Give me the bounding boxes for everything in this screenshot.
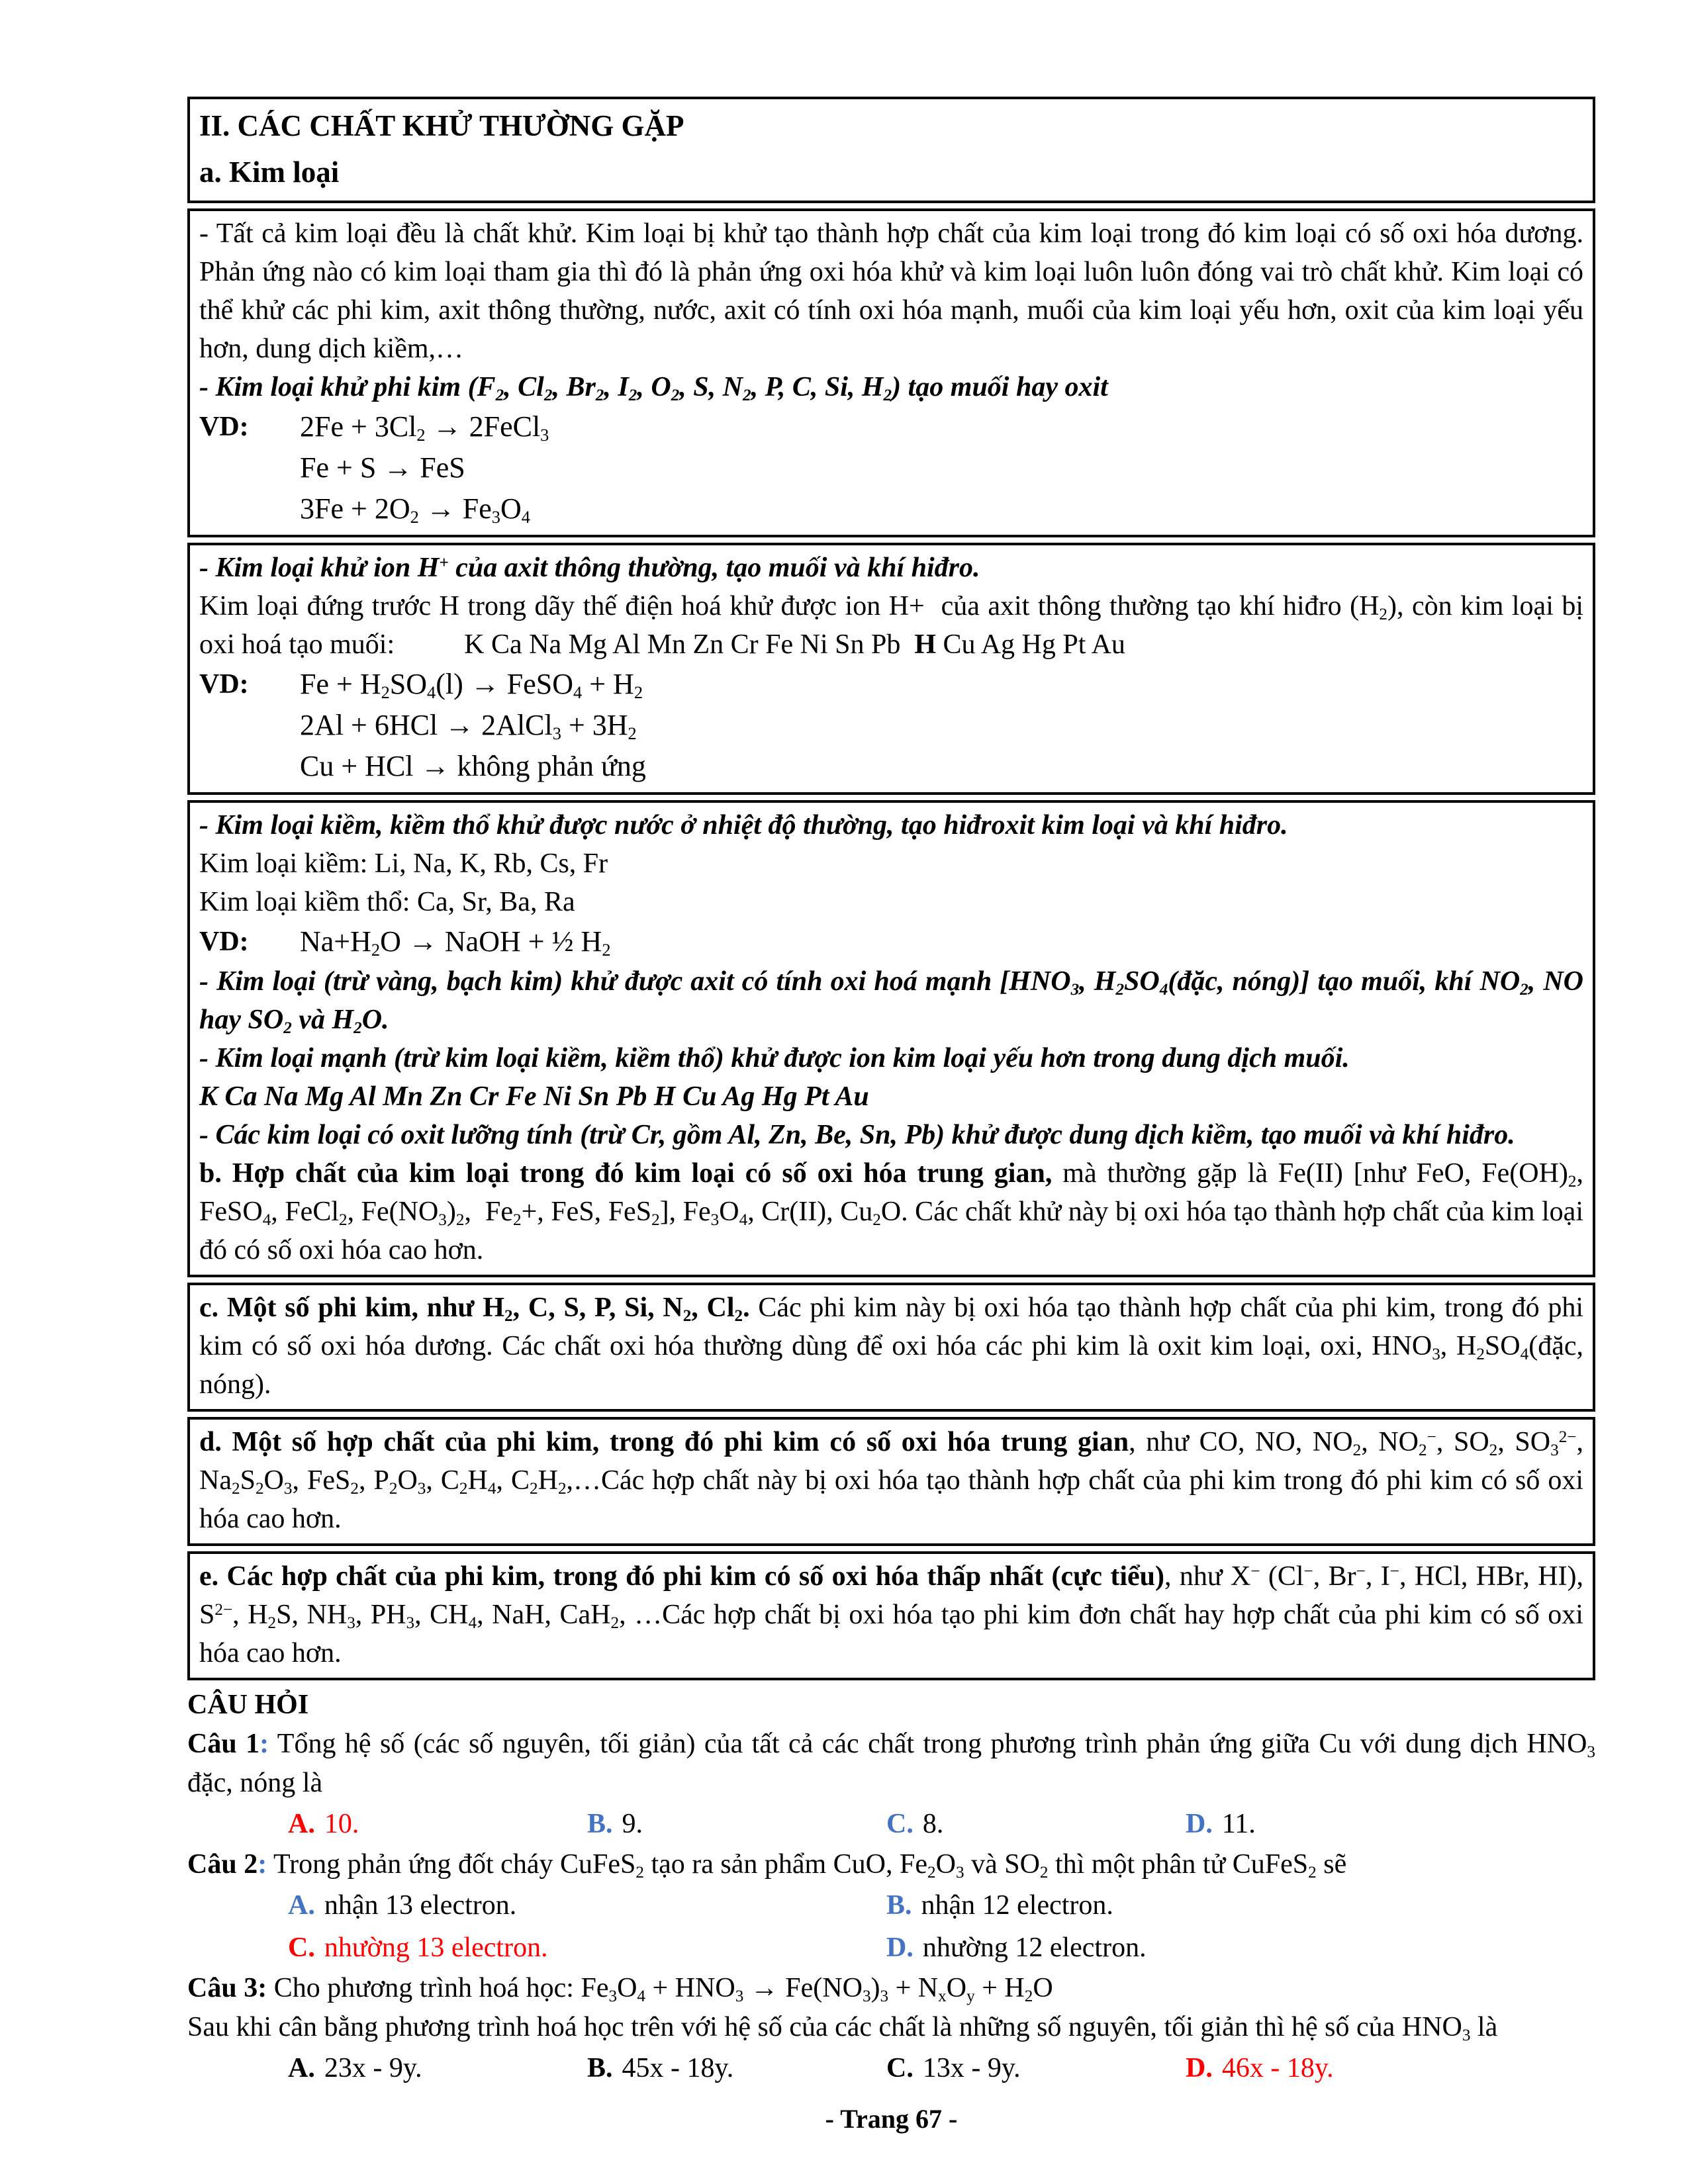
q2-options <box>288 1884 1595 1969</box>
alkali-metal-box <box>187 800 1595 1277</box>
option-letter: D. <box>1186 1809 1213 1839</box>
metal-reducer-box <box>187 208 1595 537</box>
option-letter: C. <box>886 1809 914 1839</box>
q1-options <box>288 1803 1595 1845</box>
equation: $Fe + H_2SO_4(l)$ → FeSO$_4$ + $H_2$ <box>300 668 643 703</box>
question-2 <box>187 1845 1595 1884</box>
option-letter: C. <box>886 2053 914 2083</box>
lowest-oxidation-box <box>187 1551 1595 1680</box>
strong-acid-rule: - Kim loại (trừ vàng, bạch kim) khử được axit có tính oxi hoá mạnh [$HNO_3$, $H_2SO_4(đặc$, nóng)] tạo muối, khí $NO_2$, NO hay $SO_2$ và $H_2O$. <box>199 966 1583 1038</box>
alkali-metal-list: Kim loại kiềm: Li, Na, K, Rb, Cs, Fr <box>199 848 608 879</box>
equation: $3Fe + 2O_2 \to Fe_3O_4$ <box>300 492 530 527</box>
q3-text: Cho phương trình hoá học: $Fe_3O_4 + HNO_3 \to Fe(NO_3)_3 + N_xO_y + H_2O$ <box>267 1973 1053 2006</box>
section-subtitle: a. Kim loại <box>199 156 340 189</box>
q3-label: Câu 3 <box>187 1973 258 2003</box>
example-row <box>199 406 1583 447</box>
page-number: - Trang 67 - <box>825 2104 958 2134</box>
q1-label: Câu 1 <box>187 1729 260 1759</box>
option-value: 23x - 9y. <box>324 2053 422 2083</box>
q2-option-d <box>886 1927 1595 1969</box>
q1-option-b <box>587 1803 886 1845</box>
option-letter: A. <box>288 1809 315 1839</box>
option-value: nhường 12 electron. <box>922 1933 1147 1963</box>
vd-label: VD: <box>199 412 249 442</box>
section-title: II. CÁC CHẤT KHỬ THƯỜNG GẶP <box>199 109 684 142</box>
q3-option-b <box>587 2047 886 2089</box>
amphoteric-oxide-rule: - Các kim loại có oxit lưỡng tính (trừ Cr, gồm Al, Zn, Be, Sn, Pb) khử được dung dịch kiềm, tạo muối và khí hiđro. <box>199 1120 1515 1150</box>
q1-text: Tổng hệ số (các số nguyên, tối giản) của tất cả các chất trong phương trình phản ứng giữa Cu với dung dịch $HNO_3$ đặc, nóng là <box>187 1729 1595 1798</box>
questions-heading: CÂU HỎI <box>187 1690 309 1720</box>
section-b-paragraph: b. Hợp chất của kim loại trong đó kim loại có số oxi hóa trung gian, mà thường gặp là Fe(II) [như FeO, $Fe(OH)_2$, FeSO$_4$, FeCl$_2$, $Fe(NO_3)_2$, $Fe_2+$, FeS, FeS$_2$], $Fe_3O_4$, Cr(II), $Cu_2O$. Các chất khử này bị oxi hóa tạo thành hợp chất của kim loại đó có số oxi hóa cao hơn. <box>199 1158 1583 1265</box>
alkali-rule: - Kim loại kiềm, kiềm thổ khử được nước ở nhiệt độ thường, tạo hiđroxit kim loại và khí hiđro. <box>199 810 1288 841</box>
option-letter: B. <box>587 1809 613 1839</box>
vd-label: VD: <box>199 927 249 957</box>
option-value: 13x - 9y. <box>922 2053 1021 2083</box>
q3-colon: : <box>258 1973 267 2003</box>
equation: Cu + HCl → không phản ứng <box>300 750 646 782</box>
option-value: 9. <box>622 1809 643 1839</box>
metal-activity-series: K Ca Na Mg Al Mn Zn Cr Fe Ni Sn Pb H Cu Ag Hg Pt Au <box>199 1081 869 1112</box>
alkaline-earth-list: Kim loại kiềm thổ: Ca, Sr, Ba, Ra <box>199 887 575 917</box>
q2-option-a <box>288 1884 886 1927</box>
nonmetal-compound-box <box>187 1417 1595 1546</box>
acid-rule: - Kim loại khử ion H+ của axit thông thường, tạo muối và khí hiđro. <box>199 553 980 583</box>
option-value: 11. <box>1221 1809 1256 1839</box>
acid-paragraph: Kim loại đứng trước H trong dãy thế điện hoá khử được ion H+ của axit thông thường tạo khí hiđro $(H_2)$, còn kim loại bị oxi hoá tạo muối: K Ca Na Mg Al Mn Zn Cr Fe Ni Sn Pb H Cu Ag Hg Pt Au <box>199 591 1583 660</box>
q3-options <box>288 2047 1595 2089</box>
metal-paragraph: - Tất cả kim loại đều là chất khử. Kim loại bị khử tạo thành hợp chất của kim loại trong đó kim loại có số oxi hóa dương. Phản ứng nào có kim loại tham gia thì đó là phản ứng oxi hóa khử và kim loại luôn luôn đóng vai trò chất khử. Kim loại có thể khử các phi kim, axit thông thường, nước, axit có tính oxi hóa mạnh, muối của kim loại yếu hơn, oxit của kim loại yếu hơn, dung dịch kiềm,… <box>199 218 1583 364</box>
q3-option-a <box>288 2047 587 2089</box>
option-letter: B. <box>587 2053 613 2083</box>
option-value: 8. <box>922 1809 944 1839</box>
option-value: nhận 13 electron. <box>324 1890 517 1921</box>
q3-option-d <box>1186 2047 1595 2089</box>
section-d-paragraph: d. Một số hợp chất của phi kim, trong đó phi kim có số oxi hóa trung gian, như CO, NO, $NO_2$, $NO_2^-$, $SO_2$, $SO_3^{2-}$, $Na_2S_2O_3$, FeS$_2$, $P_2O_3$, $C_2H_4$, $C_2H_2,\dots Các$ hợp chất này bị oxi hóa tạo thành hợp chất của phi kim trong đó phi kim có số oxi hóa cao hơn. <box>199 1427 1584 1534</box>
option-value: nhận 12 electron. <box>921 1890 1113 1921</box>
option-letter: B. <box>886 1890 912 1921</box>
option-letter: C. <box>288 1933 315 1963</box>
option-value: 10. <box>324 1809 359 1839</box>
section-c-paragraph: c. Một số phi kim, như $H_2$, C, S, P, Si, $N_2$, $Cl_2$. Các phi kim này bị oxi hóa tạo thành hợp chất của phi kim, trong đó phi kim có số oxi hóa dương. Các chất oxi hóa thường dùng để oxi hóa các phi kim là oxit kim loại, oxi, $HNO_3$, $H_2SO_4(đặc$, nóng). <box>199 1293 1584 1400</box>
q1-option-d <box>1186 1803 1595 1845</box>
vd-label: VD: <box>199 669 249 700</box>
option-value: nhường 13 electron. <box>324 1933 548 1963</box>
q2-option-c <box>288 1927 886 1969</box>
q3-option-c <box>886 2047 1186 2089</box>
questions-section <box>187 1686 1595 2089</box>
q2-label: Câu 2 <box>187 1849 258 1880</box>
metal-nonmetal-rule: - Kim loại khử phi kim ($F_2$, $Cl_2$, $Br_2$, $I_2$, $O_2$, S, $N_2$, P, C, Si, $H_2$) tạo muối hay oxit <box>199 372 1108 405</box>
example-row <box>199 921 1583 962</box>
option-letter: A. <box>288 1890 315 1921</box>
q2-text: Trong phản ứng đốt cháy CuFeS$_2$ tạo ra sản phẩm CuO, $Fe_2O_3$ và $SO_2$ thì một phân tử CuFeS$_2$ sẽ <box>267 1849 1347 1882</box>
acid-reduction-box <box>187 543 1595 795</box>
question-3 <box>187 1969 1595 2008</box>
q1-colon: : <box>259 1729 269 1759</box>
option-letter: A. <box>288 2053 315 2083</box>
option-value: 45x - 18y. <box>622 2053 734 2083</box>
question-1 <box>187 1725 1595 1803</box>
equation: Fe + S → FeS <box>300 451 465 484</box>
example-row <box>199 664 1583 705</box>
q2-option-b <box>886 1884 1595 1927</box>
equation: $2Fe + 3Cl_2$ → 2FeCl$_3$ <box>300 410 549 445</box>
nonmetal-box <box>187 1283 1595 1412</box>
option-letter: D. <box>886 1933 914 1963</box>
equation: 2Al + 6HCl → 2AlCl$_3$ + $3H_2$ <box>300 709 637 744</box>
q1-option-c <box>886 1803 1186 1845</box>
section-e-paragraph: e. Các hợp chất của phi kim, trong đó phi kim có số oxi hóa thấp nhất (cực tiểu), như X− (Cl−, Br−, I−, HCl, HBr, HI), $S^{2-}$, $H_2S$, $NH_3$, $PH_3$, $CH_4$, NaH, CaH$_2$, …Các hợp chất bị oxi hóa tạo phi kim đơn chất hay hợp chất của phi kim có số oxi hóa cao hơn. <box>199 1561 1584 1668</box>
option-letter: D. <box>1186 2053 1213 2083</box>
q2-colon: : <box>258 1849 267 1880</box>
equation: $Na+H_2O$ → NaOH + ½ $H_2$ <box>300 925 611 960</box>
option-value: 46x - 18y. <box>1221 2053 1334 2083</box>
q3-followup: Sau khi cân bằng phương trình hoá học trên với hệ số của các chất là những số nguyên, tối giản thì hệ số của $HNO_3$ là <box>187 2012 1498 2045</box>
section-header-box <box>187 97 1595 203</box>
q1-option-a <box>288 1803 587 1845</box>
strong-metal-rule: - Kim loại mạnh (trừ kim loại kiềm, kiềm thổ) khử được ion kim loại yếu hơn trong dung dịch muối. <box>199 1043 1350 1073</box>
